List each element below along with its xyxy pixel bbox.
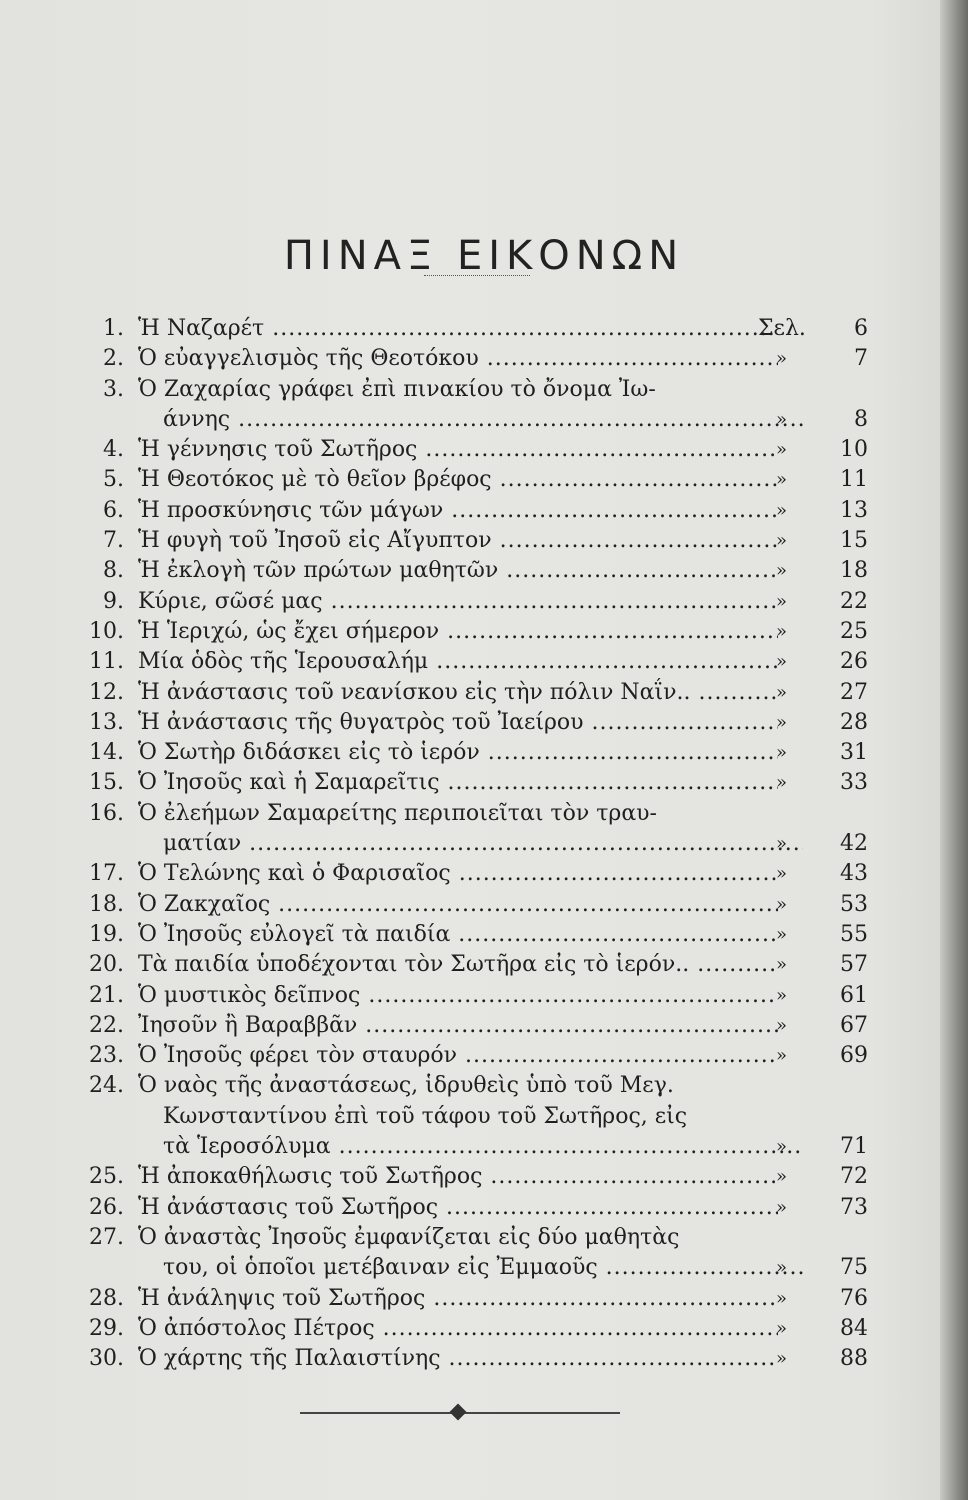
ditto-mark: »	[776, 560, 788, 582]
ditto-mark: »	[776, 1287, 788, 1309]
entry-title-text: Ὁ Ἰησοῦς εὐλογεῖ τὰ παιδία	[138, 921, 451, 947]
page-number: 31	[840, 740, 868, 766]
entry-number: 1.	[103, 316, 124, 341]
page-number: 15	[840, 528, 868, 554]
leader-dots	[241, 831, 803, 856]
leader-dots	[439, 619, 778, 644]
leader-dots	[689, 952, 778, 977]
entry-title-text: Ὁ ἐλεήμων Σαμαρείτης περιποιεῖται τὸν τραυ-	[138, 800, 657, 826]
entry-title	[138, 950, 778, 980]
leader-dots	[691, 680, 779, 705]
page-number: 88	[840, 1346, 868, 1372]
entry-title	[138, 587, 778, 617]
leader-dots	[428, 649, 778, 674]
entry-number: 7.	[103, 528, 124, 554]
entry-title-text: άννης	[163, 406, 231, 432]
entry-title-text: Ὁ ἀναστὰς Ἰησοῦς ἐμφανίζεται εἰς δύο μαθητὰς	[138, 1224, 680, 1250]
entry-title-text: Μία ὁδὸς τῆς Ἱερουσαλήμ	[138, 649, 429, 675]
entry-title	[138, 1162, 778, 1192]
toc-row	[86, 435, 876, 465]
page-number: 76	[840, 1285, 868, 1311]
entry-title	[138, 678, 778, 708]
page-number: 13	[840, 497, 868, 523]
entry-number: 22.	[89, 1012, 124, 1038]
entry-title-text: Ἡ ἀποκαθήλωσις τοῦ Σωτῆρος	[138, 1164, 483, 1190]
leader-dots	[451, 861, 778, 886]
leader-dots	[480, 740, 778, 765]
leader-dots	[441, 1346, 778, 1371]
ditto-mark: »	[776, 893, 788, 915]
entry-title	[138, 920, 778, 950]
entry-title	[138, 314, 778, 344]
entry-number: 19.	[89, 921, 124, 947]
page-number: 73	[840, 1194, 868, 1220]
entry-title-text: Κύριε, σῶσέ μας	[138, 588, 323, 614]
leader-dots	[323, 589, 778, 614]
toc-row	[86, 1314, 876, 1344]
leader-dots	[492, 467, 778, 492]
leader-dots	[425, 1286, 778, 1311]
entry-title-text: Ἡ ἐκλογὴ τῶν πρώτων μαθητῶν	[138, 558, 499, 584]
page-label: Σελ.	[758, 316, 806, 341]
page-number: 71	[840, 1134, 868, 1160]
entry-title	[138, 981, 778, 1011]
entry-title	[163, 1132, 803, 1162]
leader-dots	[264, 316, 778, 341]
entry-number: 28.	[89, 1285, 124, 1311]
page-number: 75	[840, 1255, 868, 1281]
ditto-mark: »	[776, 1166, 788, 1188]
entry-title-text: Κωνσταντίνου ἐπὶ τοῦ τάφου τοῦ Σωτῆρος, εἰς	[163, 1103, 688, 1129]
entry-number: 29.	[89, 1315, 124, 1341]
toc-row	[86, 981, 876, 1011]
entry-number: 18.	[89, 891, 124, 917]
entry-title	[138, 526, 778, 556]
page-number: 6	[854, 316, 868, 341]
ditto-mark: »	[776, 348, 788, 370]
page-number: 11	[840, 467, 868, 493]
toc-row	[86, 1344, 876, 1374]
toc-row	[86, 1071, 876, 1101]
entry-title	[138, 647, 778, 677]
entry-number: 24.	[89, 1073, 124, 1099]
toc-row	[86, 556, 876, 586]
entry-number: 15.	[89, 770, 124, 796]
toc-row	[86, 647, 876, 677]
entry-title	[138, 1011, 778, 1041]
toc-row	[86, 314, 876, 344]
entry-title-text: Ἡ γέννησις τοῦ Σωτῆρος	[138, 437, 418, 463]
entry-title	[138, 1314, 778, 1344]
ditto-mark: »	[776, 1348, 788, 1370]
entry-title	[138, 738, 778, 768]
entry-title	[138, 375, 778, 405]
page-number: 42	[840, 831, 868, 857]
ditto-mark: »	[776, 772, 788, 794]
entry-title	[138, 1041, 778, 1071]
entry-number: 23.	[89, 1043, 124, 1069]
entry-title-text: τὰ Ἱεροσόλυμα	[163, 1134, 331, 1160]
page-number: 28	[840, 709, 868, 735]
entry-title-text: Ὁ ναὸς τῆς ἀναστάσεως, ἱδρυθεὶς ὑπὸ τοῦ Μεγ.	[138, 1073, 674, 1099]
entry-title-text: Ἰησοῦν ἢ Βαραββᾶν	[138, 1012, 358, 1038]
toc-row	[86, 1102, 876, 1132]
toc-row	[86, 829, 876, 859]
entry-title-text: Ὁ εὐαγγελισμὸς τῆς Θεοτόκου	[138, 346, 479, 372]
toc-row	[86, 678, 876, 708]
page-number: 26	[840, 649, 868, 675]
ditto-mark: »	[776, 651, 788, 673]
ditto-mark: »	[776, 1257, 788, 1279]
toc-row	[86, 496, 876, 526]
entry-number: 25.	[89, 1164, 124, 1190]
ditto-mark: »	[776, 408, 788, 430]
leader-dots	[440, 770, 778, 795]
page-number: 7	[854, 346, 868, 372]
entry-number: 12.	[89, 679, 124, 705]
entry-title-text: Ὁ χάρτης τῆς Παλαιστίνης	[138, 1346, 441, 1372]
ditto-mark: »	[776, 681, 788, 703]
entry-title-text: Ὁ ἀπόστολος Πέτρος	[138, 1315, 375, 1341]
leader-dots	[457, 1043, 778, 1068]
entry-number: 21.	[89, 982, 124, 1008]
toc-row	[86, 920, 876, 950]
entry-title-text: Ἡ ἀνάληψις τοῦ Σωτῆρος	[138, 1285, 426, 1311]
title-divider	[424, 275, 530, 276]
entry-number: 13.	[89, 709, 124, 735]
entry-title	[138, 617, 778, 647]
entry-title	[138, 344, 778, 374]
entry-title	[138, 1223, 778, 1253]
toc-row	[86, 375, 876, 405]
entry-title-text: Ἡ ἀνάστασις τῆς θυγατρὸς τοῦ Ἰαείρου	[138, 709, 584, 735]
ditto-mark: »	[776, 833, 788, 855]
toc-row	[86, 405, 876, 435]
leader-dots	[450, 922, 778, 947]
page-number: 18	[840, 558, 868, 584]
leader-dots	[438, 1195, 778, 1220]
entry-title-text: ματίαν	[163, 831, 242, 857]
leader-dots	[357, 1013, 778, 1038]
toc-row	[86, 1011, 876, 1041]
entry-number: 9.	[103, 588, 124, 614]
entry-title	[163, 1102, 803, 1132]
entry-title-text: Ὁ μυστικὸς δεῖπνος	[138, 982, 361, 1008]
ditto-mark: »	[776, 620, 788, 642]
page-number: 84	[840, 1315, 868, 1341]
entry-title-text: Ὁ Ἰησοῦς καὶ ἡ Σαμαρεῖτις	[138, 770, 440, 796]
entry-title	[138, 1284, 778, 1314]
leader-dots	[443, 498, 778, 523]
table-of-illustrations	[86, 314, 876, 1374]
toc-row	[86, 1162, 876, 1192]
entry-title-text: Ὁ Ζακχαῖος	[138, 891, 271, 917]
entry-title-text: Ὁ Ἰησοῦς φέρει τὸν σταυρόν	[138, 1043, 457, 1069]
entry-title	[138, 799, 778, 829]
page-title: ΠΙΝΑΞ ΕΙΚΟΝΩΝ	[283, 232, 685, 279]
toc-row	[86, 1132, 876, 1162]
entry-number: 17.	[89, 861, 124, 887]
book-spine-shadow	[940, 0, 968, 1500]
entry-title	[138, 859, 778, 889]
toc-row	[86, 738, 876, 768]
entry-number: 5.	[103, 467, 124, 493]
entry-number: 30.	[89, 1346, 124, 1372]
entry-number: 11.	[89, 649, 124, 675]
ditto-mark: »	[776, 742, 788, 764]
entry-number: 8.	[103, 558, 124, 584]
toc-row	[86, 1041, 876, 1071]
toc-row	[86, 344, 876, 374]
ditto-mark: »	[776, 439, 788, 461]
entry-title	[138, 556, 778, 586]
page-number: 53	[840, 891, 868, 917]
leader-dots	[479, 346, 778, 371]
entry-title-text: Ἡ Θεοτόκος μὲ τὸ θεῖον βρέφος	[138, 467, 492, 493]
entry-number: 6.	[103, 497, 124, 523]
ditto-mark: »	[776, 530, 788, 552]
ditto-mark: »	[776, 1136, 788, 1158]
toc-row	[86, 526, 876, 556]
leader-dots	[482, 1164, 778, 1189]
entry-title-text: Ὁ Ζαχαρίας γράφει ἐπὶ πινακίου τὸ ὄνομα Ἰω-	[138, 376, 656, 402]
entry-title-text: Ὁ Σωτὴρ διδάσκει εἰς τὸ ἱερόν	[138, 740, 480, 766]
entry-title-text: του, οἱ ὁποῖοι μετέβαιναν εἰς Ἐμμαοῦς	[163, 1255, 598, 1281]
entry-number: 4.	[103, 437, 124, 463]
ditto-mark: »	[776, 1317, 788, 1339]
leader-dots	[498, 558, 778, 583]
ditto-mark: »	[776, 499, 788, 521]
ornament-diamond	[450, 1404, 467, 1421]
page-number: 33	[840, 770, 868, 796]
leader-dots	[492, 528, 778, 553]
entry-title	[138, 768, 778, 798]
ditto-mark: »	[776, 954, 788, 976]
entry-number: 27.	[89, 1224, 124, 1250]
page-number: 67	[840, 1012, 868, 1038]
entry-title	[163, 1253, 803, 1283]
entry-title	[138, 465, 778, 495]
entry-title	[138, 890, 778, 920]
entry-number: 10.	[89, 618, 124, 644]
page-number: 25	[840, 618, 868, 644]
leader-dots	[360, 983, 778, 1008]
page-number: 55	[840, 921, 868, 947]
toc-row	[86, 950, 876, 980]
entry-title-text: Τὰ παιδία ὑποδέχονται τὸν Σωτῆρα εἰς τὸ ἱερόν..	[138, 952, 690, 978]
leader-dots	[270, 892, 778, 917]
toc-row	[86, 465, 876, 495]
toc-row	[86, 708, 876, 738]
entry-title-text: Ἡ ἀνάστασις τοῦ νεανίσκου εἰς τὴν πόλιν Ναΐν..	[138, 679, 691, 705]
ditto-mark: »	[776, 863, 788, 885]
entry-title-text: Ἡ Ναζαρέτ	[138, 316, 265, 341]
entry-title-text: Ὁ Τελώνης καὶ ὁ Φαρισαῖος	[138, 861, 451, 887]
toc-row	[86, 799, 876, 829]
page-number: 61	[840, 982, 868, 1008]
leader-dots	[331, 1134, 803, 1159]
page-number: 27	[840, 679, 868, 705]
entry-title	[138, 496, 778, 526]
entry-title-text: Ἡ προσκύνησις τῶν μάγων	[138, 497, 444, 523]
entry-number: 14.	[89, 740, 124, 766]
toc-row	[86, 1284, 876, 1314]
ditto-mark: »	[776, 711, 788, 733]
entry-title-text: Ἡ φυγὴ τοῦ Ἰησοῦ εἰς Αἴγυπτον	[138, 528, 492, 554]
entry-title-text: Ἡ ἀνάστασις τοῦ Σωτῆρος	[138, 1194, 439, 1220]
leader-dots	[230, 407, 803, 432]
page-number: 43	[840, 861, 868, 887]
ditto-mark: »	[776, 923, 788, 945]
page-number: 72	[840, 1164, 868, 1190]
entry-title	[138, 1344, 778, 1374]
toc-row	[86, 1193, 876, 1223]
toc-row	[86, 1223, 876, 1253]
toc-row	[86, 768, 876, 798]
entry-title	[163, 405, 803, 435]
entry-number: 3.	[103, 376, 124, 402]
entry-title	[138, 1193, 778, 1223]
toc-row	[86, 1253, 876, 1283]
entry-number: 2.	[103, 346, 124, 372]
entry-number: 16.	[89, 800, 124, 826]
entry-number: 26.	[89, 1194, 124, 1220]
page-number: 8	[854, 406, 868, 432]
ditto-mark: »	[776, 1014, 788, 1036]
page-number: 22	[840, 588, 868, 614]
toc-row	[86, 859, 876, 889]
entry-number: 20.	[89, 952, 124, 978]
entry-title	[163, 829, 803, 859]
ditto-mark: »	[776, 1045, 788, 1067]
leader-dots	[375, 1316, 778, 1341]
toc-row	[86, 617, 876, 647]
toc-row	[86, 587, 876, 617]
leader-dots	[417, 437, 778, 462]
page-number: 57	[840, 952, 868, 978]
leader-dots	[598, 1255, 803, 1280]
ditto-mark: »	[776, 469, 788, 491]
ditto-mark: »	[776, 984, 788, 1006]
entry-title	[138, 708, 778, 738]
entry-title	[138, 1071, 778, 1101]
entry-title	[138, 435, 778, 465]
ditto-mark: »	[776, 1196, 788, 1218]
page-number: 69	[840, 1043, 868, 1069]
entry-title-text: Ἡ Ἱεριχώ, ὡς ἔχει σήμερον	[138, 618, 440, 644]
leader-dots	[584, 710, 778, 735]
toc-row	[86, 890, 876, 920]
ditto-mark: »	[776, 590, 788, 612]
page-number: 10	[840, 437, 868, 463]
